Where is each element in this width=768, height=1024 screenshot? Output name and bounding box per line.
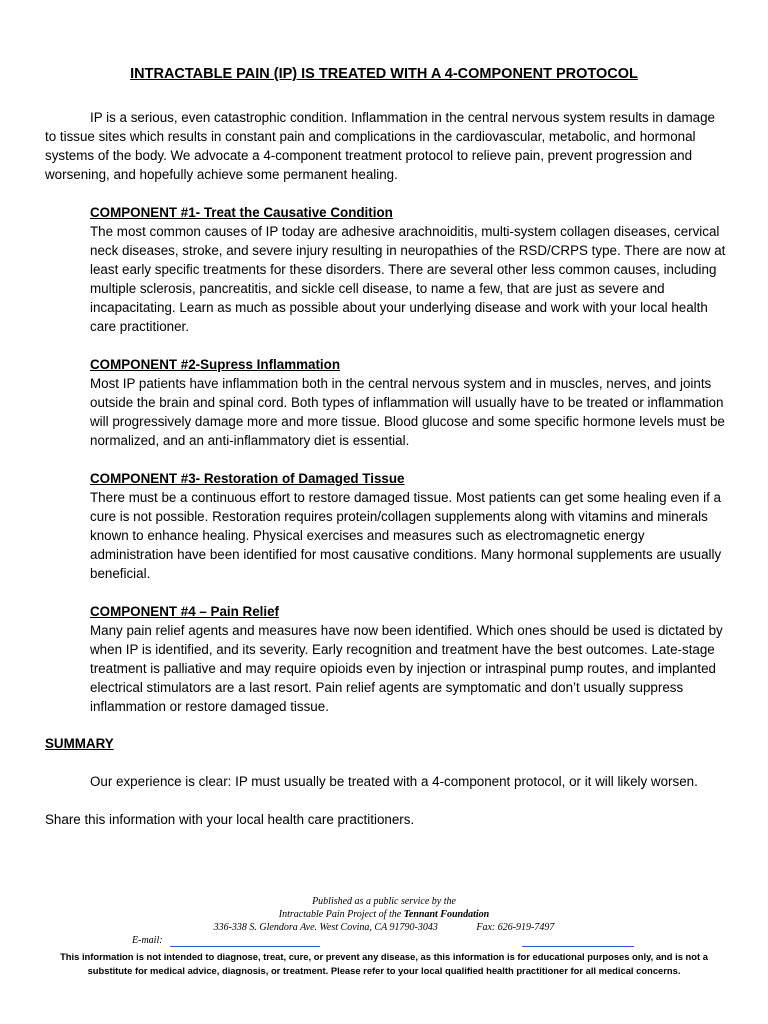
email-label: E-mail: [132, 935, 163, 946]
footer-published: Published as a public service by the [312, 896, 456, 907]
component-3-heading: COMPONENT #3- Restoration of Damaged Tissue [90, 471, 405, 486]
summary-body: Our experience is clear: IP must usually be treated with a 4-component protocol, or it will likely worsen. [90, 774, 698, 789]
component-4-body: Many pain relief agents and measures have now been identified. Which ones should be used is dictated by when IP is identified, and its severity. Early recognition and treatment have the best outcomes. Late-stage treatment is palliative and may require opioids even by injection or intraspinal pump routes, and implanted electrical stimulators are a last resort. Pain relief agents are symptomatic and don’t usually suppress inflammation or restore damaged tissue. [90, 623, 723, 714]
footer-fax: Fax: 626-919-7497 [476, 922, 555, 933]
component-4-heading: COMPONENT #4 – Pain Relief [90, 604, 280, 619]
component-1-body: The most common causes of IP today are adhesive arachnoiditis, multi-system collagen diseases, cervical neck diseases, stroke, and severe injury resulting in neuropathies of the RSD/CRPS type. There are now at least early specific treatments for these disorders. There are several other less common causes, including multiple sclerosis, pancreatitis, and sickle cell disease, to name a few, that are just as severe and incapacitating. Learn as much as possible about your underlying disease and work with your local health care practitioner. [90, 224, 726, 334]
email-link-underline[interactable] [170, 946, 320, 947]
footer-foundation: Tennant Foundation [403, 909, 490, 920]
footer-contact [0, 921, 768, 934]
component-2-heading: COMPONENT #2-Supress Inflammation [90, 357, 341, 372]
website-link-underline[interactable] [522, 946, 634, 947]
share-line: Share this information with your local health care practitioners. [45, 812, 415, 827]
intro-paragraph: IP is a serious, even catastrophic condition. Inflammation in the central nervous system results in damage to tissue sites which results in constant pain and complications in the cardiovascular, metabolic, and hormonal systems of the body. We advocate a 4-component treatment protocol to relieve pain, prevent progression and worsening, and hopefully achieve some permanent healing. [45, 110, 715, 182]
component-2-body: Most IP patients have inflammation both in the central nervous system and in muscles, nerves, and joints outside the brain and spinal cord. Both types of inflammation will usually have to be treated or inflammation will progressively damage more and more tissue. Blood glucose and some specific hormone levels must be normalized, and an anti-inflammatory diet is essential. [90, 376, 725, 448]
footer-address: 336-338 S. Glendora Ave. West Covina, CA 91790-3043 [213, 922, 438, 933]
summary-heading: SUMMARY [45, 736, 114, 751]
component-3-body: There must be a continuous effort to restore damaged tissue. Most patients can get some healing even if a cure is not possible. Restoration requires protein/collagen supplements along with vitamins and minerals known to enhance healing. Physical exercises and measures such as electromagnetic energy administration have been identified for most causative conditions. Many hormonal supplements are usually beneficial. [90, 490, 722, 581]
component-1-heading: COMPONENT #1- Treat the Causative Condition [90, 205, 393, 220]
footer-project-prefix: Intractable Pain Project of the [278, 909, 402, 920]
page-title: INTRACTABLE PAIN (IP) IS TREATED WITH A 4-COMPONENT PROTOCOL [130, 66, 638, 82]
disclaimer: This information is not intended to diagnose, treat, cure, or prevent any disease, as this information is for educational purposes only, and is not a substitute for medical advice, diagnosis, or treatment. Please refer to your local qualified health practitioner for all medical concerns. [60, 951, 708, 976]
footer-project [0, 908, 768, 921]
email-row [0, 935, 768, 949]
